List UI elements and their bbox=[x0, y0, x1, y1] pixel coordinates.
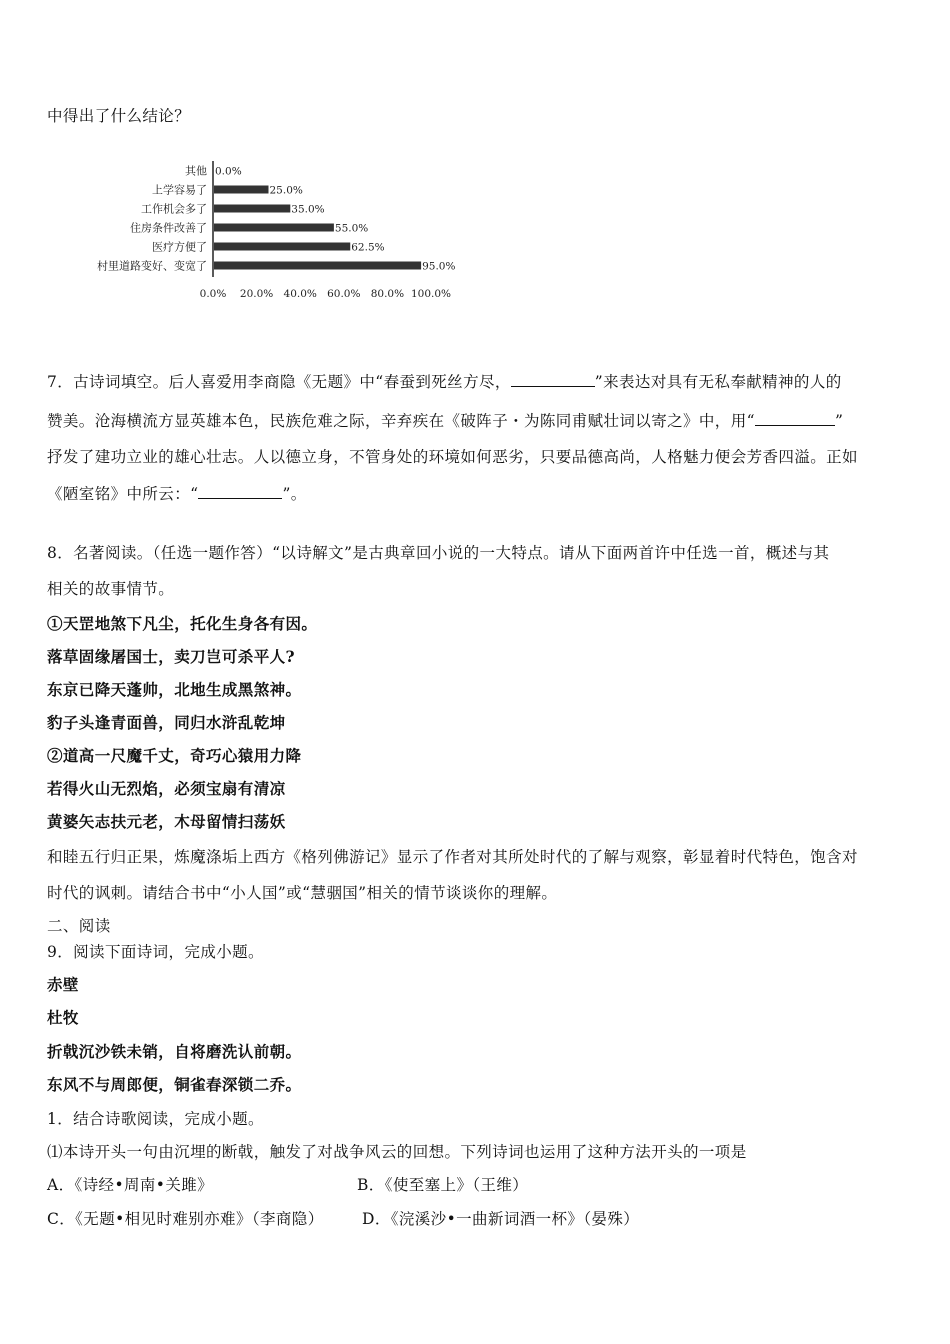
x-tick-label: 80.0% bbox=[370, 288, 405, 300]
q9-sub1-question: ⑴本诗开头一句由沉埋的断戟，触发了对战争风云的回想。下列诗词也运用了这种方法开头的一项是 bbox=[47, 1143, 747, 1161]
q8-poem1-line-4: 豹子头逢青面兽，同归水浒乱乾坤 bbox=[47, 713, 286, 732]
x-tick-label: 0.0% bbox=[199, 288, 227, 300]
q8-poem2-line-3: 黄婆矢志扶元老，木母留情扫荡妖 bbox=[47, 812, 286, 831]
category-label: 村里道路变好、变宽了 bbox=[97, 259, 207, 273]
bar bbox=[214, 243, 350, 251]
q8-line-last-b: 时代的讽刺。请结合书中“小人国”或“慧骃国”相关的情节谈谈你的理解。 bbox=[47, 884, 558, 902]
q7-blank-3[interactable] bbox=[198, 484, 282, 499]
q8-poem2-line-2: 若得火山无烈焰，必须宝扇有清凉 bbox=[47, 779, 286, 798]
q9-poem-line-2: 东风不与周郎便，铜雀春深锁二乔。 bbox=[47, 1075, 302, 1094]
bar bbox=[214, 262, 421, 270]
q7-line-1-a: 7．古诗词填空。后人喜爱用李商隐《无题》中“春蚕到死丝方尽， bbox=[47, 373, 511, 391]
bar-chart bbox=[55, 155, 475, 305]
q7-line-2-a: 赞美。沧海横流方显英雄本色，民族危难之际，辛弃疾在《破阵子・为陈同甫赋壮词以寄之》中，用“ bbox=[47, 412, 755, 430]
q7-line-2-b: ” bbox=[834, 412, 844, 430]
q7-line-4-a: 《陋室铭》中所云：“ bbox=[47, 485, 199, 503]
q7-line-3: 抒发了建功立业的雄心壮志。人以德立身，不管身处的环境如何恶劣，只要品德高尚，人格魅力便会芳香四溢。正如 bbox=[47, 448, 858, 466]
q8-poem1-line-1: ①天罡地煞下凡尘，托化生身各有因。 bbox=[47, 614, 318, 633]
value-label: 35.0% bbox=[291, 203, 325, 216]
category-label: 医疗方便了 bbox=[152, 240, 207, 254]
q9-poem-author: 杜牧 bbox=[47, 1008, 79, 1027]
option-c[interactable]: C．《无题•相见时难别亦难》（李商隐） bbox=[47, 1210, 324, 1228]
q7-line-2 bbox=[47, 409, 843, 431]
x-tick-label: 40.0% bbox=[283, 288, 317, 300]
q9-poem-title: 赤壁 bbox=[47, 975, 79, 994]
q7-line-1 bbox=[47, 370, 842, 392]
option-d[interactable]: D．《浣溪沙•一曲新词酒一杯》（晏殊） bbox=[362, 1210, 640, 1228]
x-tick-label: 60.0% bbox=[327, 288, 361, 300]
option-b[interactable]: B．《使至塞上》（王维） bbox=[357, 1176, 529, 1194]
q8-line-1: 8．名著阅读。（任选一题作答）“以诗解文”是古典章回小说的一大特点。请从下面两首许中任选一首，概述与其 bbox=[47, 544, 830, 562]
value-label: 55.0% bbox=[334, 222, 369, 235]
q8-poem1-line-2: 落草固缘屠国士，卖刀岂可杀平人? bbox=[47, 647, 295, 666]
q9-sub1: 1．结合诗歌阅读，完成小题。 bbox=[47, 1110, 264, 1128]
q7-line-4-b: ”。 bbox=[282, 485, 307, 503]
q7-blank-2[interactable] bbox=[755, 411, 835, 426]
q8-line-2: 相关的故事情节。 bbox=[47, 580, 175, 598]
x-tick-label: 20.0% bbox=[239, 288, 274, 300]
q7-line-1-b: ”来表达对具有无私奉献精神的人的 bbox=[594, 373, 842, 391]
q9-intro: 9．阅读下面诗词，完成小题。 bbox=[47, 943, 264, 961]
value-label: 62.5% bbox=[351, 241, 385, 254]
value-label: 0.0% bbox=[215, 165, 242, 178]
q8-poem1-line-3: 东京已降天蓬帅，北地生成黑煞神。 bbox=[47, 680, 302, 699]
q7-line-4 bbox=[47, 482, 307, 504]
option-a[interactable]: A．《诗经•周南•关雎》 bbox=[47, 1176, 214, 1194]
intro-line: 中得出了什么结论？ bbox=[47, 107, 191, 125]
bar bbox=[214, 186, 269, 194]
bar bbox=[214, 224, 334, 232]
bar bbox=[214, 205, 290, 213]
section-2-heading: 二、阅读 bbox=[47, 917, 111, 935]
q7-blank-1[interactable] bbox=[511, 372, 595, 387]
x-tick-label: 100.0% bbox=[410, 288, 452, 300]
value-label: 95.0% bbox=[422, 260, 456, 273]
value-label: 25.0% bbox=[269, 184, 303, 197]
q9-poem-line-1: 折戟沉沙铁未销，自将磨洗认前朝。 bbox=[47, 1042, 302, 1061]
category-label: 上学容易了 bbox=[152, 183, 207, 197]
category-label: 工作机会多了 bbox=[141, 202, 207, 216]
category-label: 其他 bbox=[185, 164, 207, 178]
q8-line-last-a: 和睦五行归正果，炼魔涤垢上西方《格列佛游记》显示了作者对其所处时代的了解与观察，彰显着时代特色，饱含对 bbox=[47, 848, 858, 866]
q8-poem2-line-1: ②道高一尺魔千丈，奇巧心猿用力降 bbox=[47, 746, 302, 765]
category-label: 住房条件改善了 bbox=[130, 221, 207, 235]
